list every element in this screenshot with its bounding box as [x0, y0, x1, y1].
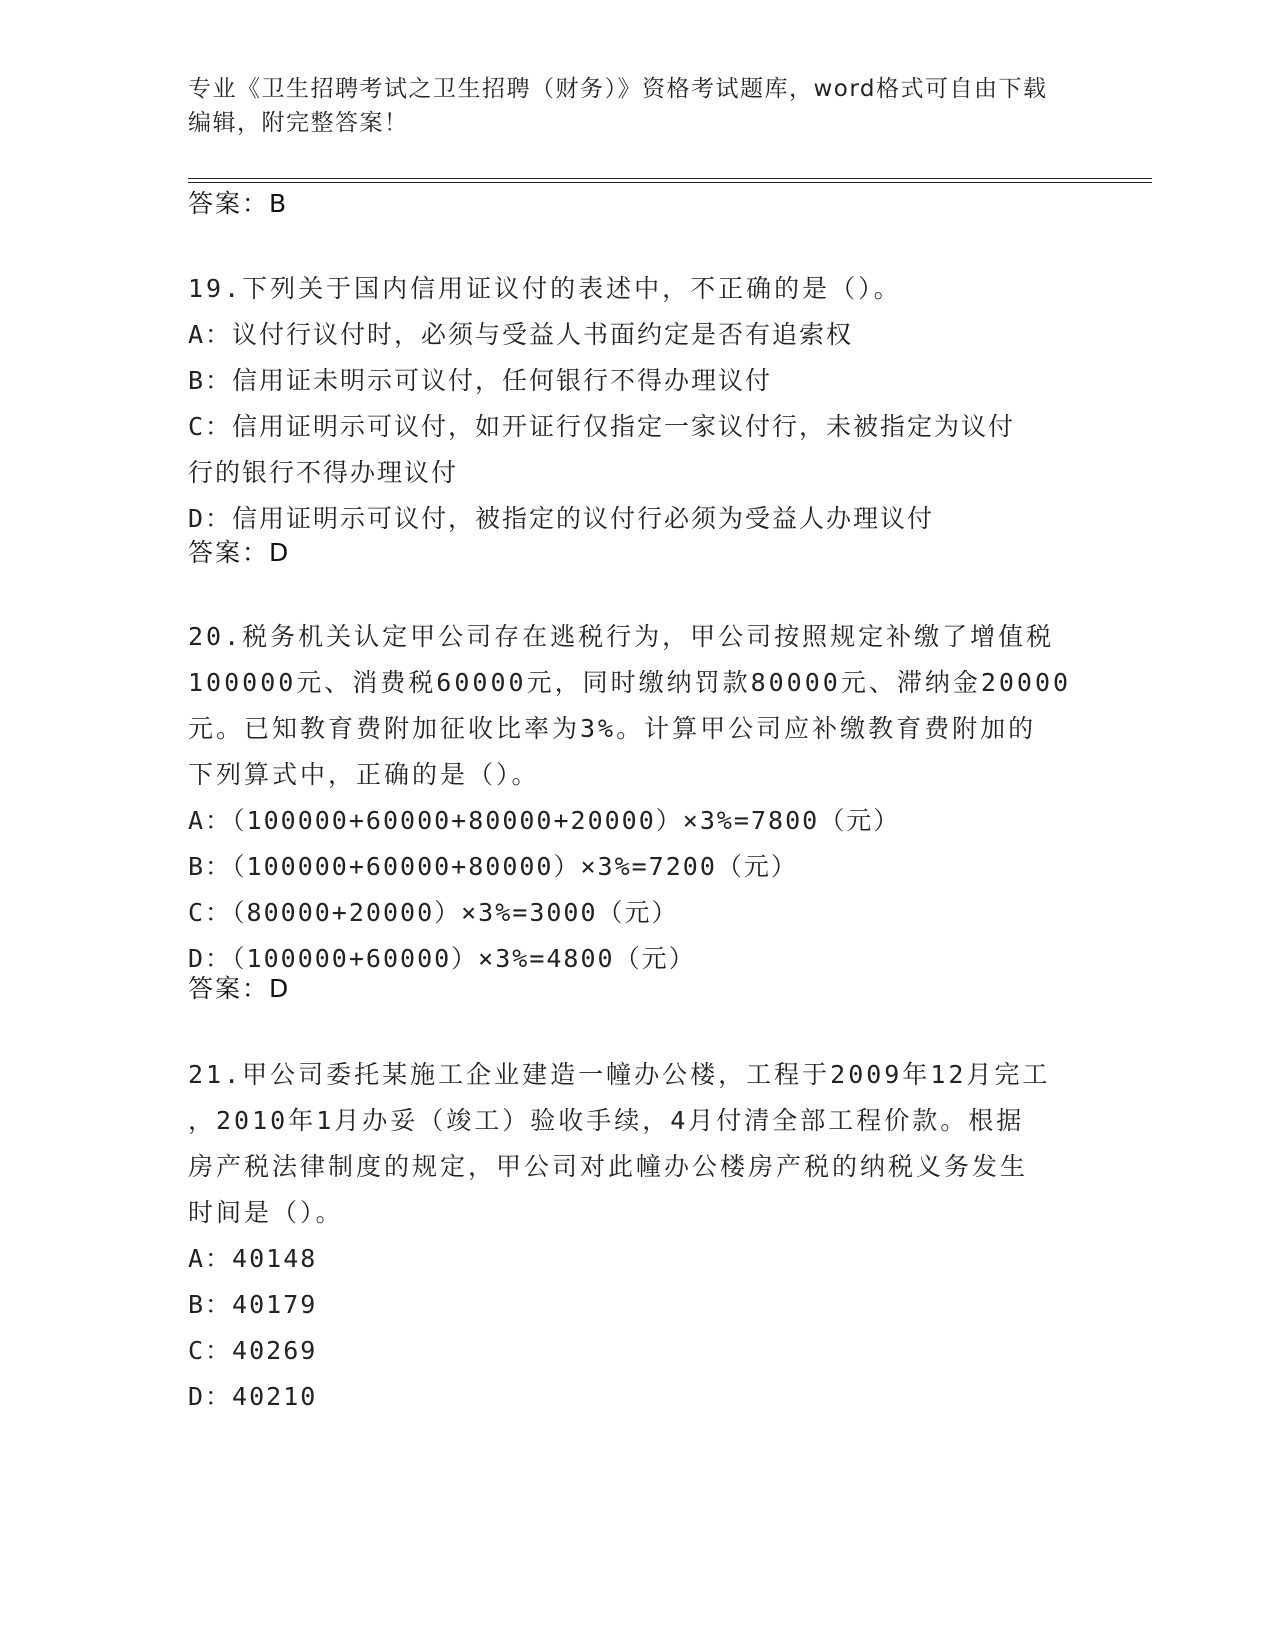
question-text-line-3: 房产税法律制度的规定，甲公司对此幢办公楼房产税的纳税义务发生 — [188, 1152, 1029, 1181]
option-c-continued: 行的银行不得办理议付 — [188, 458, 459, 487]
option-d: D：信用证明示可议付，被指定的议付行必须为受益人办理议付 — [188, 504, 935, 533]
previous-answer: 答案：B — [188, 189, 289, 218]
question-text-line-1: 21.甲公司委托某施工企业建造一幢办公楼，工程于2009年12月完工 — [188, 1060, 1051, 1089]
question-text-line-3: 元。已知教育费附加征收比率为3%。计算甲公司应补缴教育费附加的 — [188, 714, 1037, 743]
document-header — [188, 72, 1068, 140]
answer-19: 答案：D — [188, 538, 291, 567]
header-divider-bottom — [188, 182, 1152, 183]
question-20 — [188, 614, 1088, 982]
question-21 — [188, 1052, 1088, 1420]
answer-20: 答案：D — [188, 974, 291, 1003]
option-a: A：40148 — [188, 1244, 318, 1273]
option-c: C：信用证明示可议付，如开证行仅指定一家议付行，未被指定为议付 — [188, 412, 1016, 441]
question-text-line-1: 20.税务机关认定甲公司存在逃税行为，甲公司按照规定补缴了增值税 — [188, 622, 1055, 651]
header-line-2: 编辑，附完整答案！ — [188, 110, 409, 136]
option-c: C：（80000+20000）×3%=3000（元） — [188, 898, 679, 927]
question-19 — [188, 266, 1088, 542]
option-a: A：议付行议付时，必须与受益人书面约定是否有追索权 — [188, 320, 854, 349]
option-d: D：（100000+60000）×3%=4800（元） — [188, 944, 696, 973]
question-text: 19.下列关于国内信用证议付的表述中，不正确的是（）。 — [188, 274, 902, 303]
option-b: B：40179 — [188, 1290, 318, 1319]
question-text-line-4: 时间是（）。 — [188, 1198, 344, 1227]
option-b: B：信用证未明示可议付，任何银行不得办理议付 — [188, 366, 773, 395]
header-line-1: 专业《卫生招聘考试之卫生招聘（财务）》资格考试题库，word格式可自由下载 — [188, 76, 1048, 102]
question-text-line-2: ，2010年1月办妥（竣工）验收手续，4月付清全部工程价款。根据 — [188, 1106, 1025, 1135]
header-divider-top — [188, 178, 1152, 179]
option-d: D：40210 — [188, 1382, 318, 1411]
option-a: A：（100000+60000+80000+20000）×3%=7800（元） — [188, 806, 901, 835]
question-text-line-4: 下列算式中，正确的是（）。 — [188, 760, 540, 789]
question-text-line-2: 100000元、消费税60000元，同时缴纳罚款80000元、滞纳金20000 — [188, 668, 1072, 697]
option-b: B：（100000+60000+80000）×3%=7200（元） — [188, 852, 798, 881]
option-c: C：40269 — [188, 1336, 318, 1365]
